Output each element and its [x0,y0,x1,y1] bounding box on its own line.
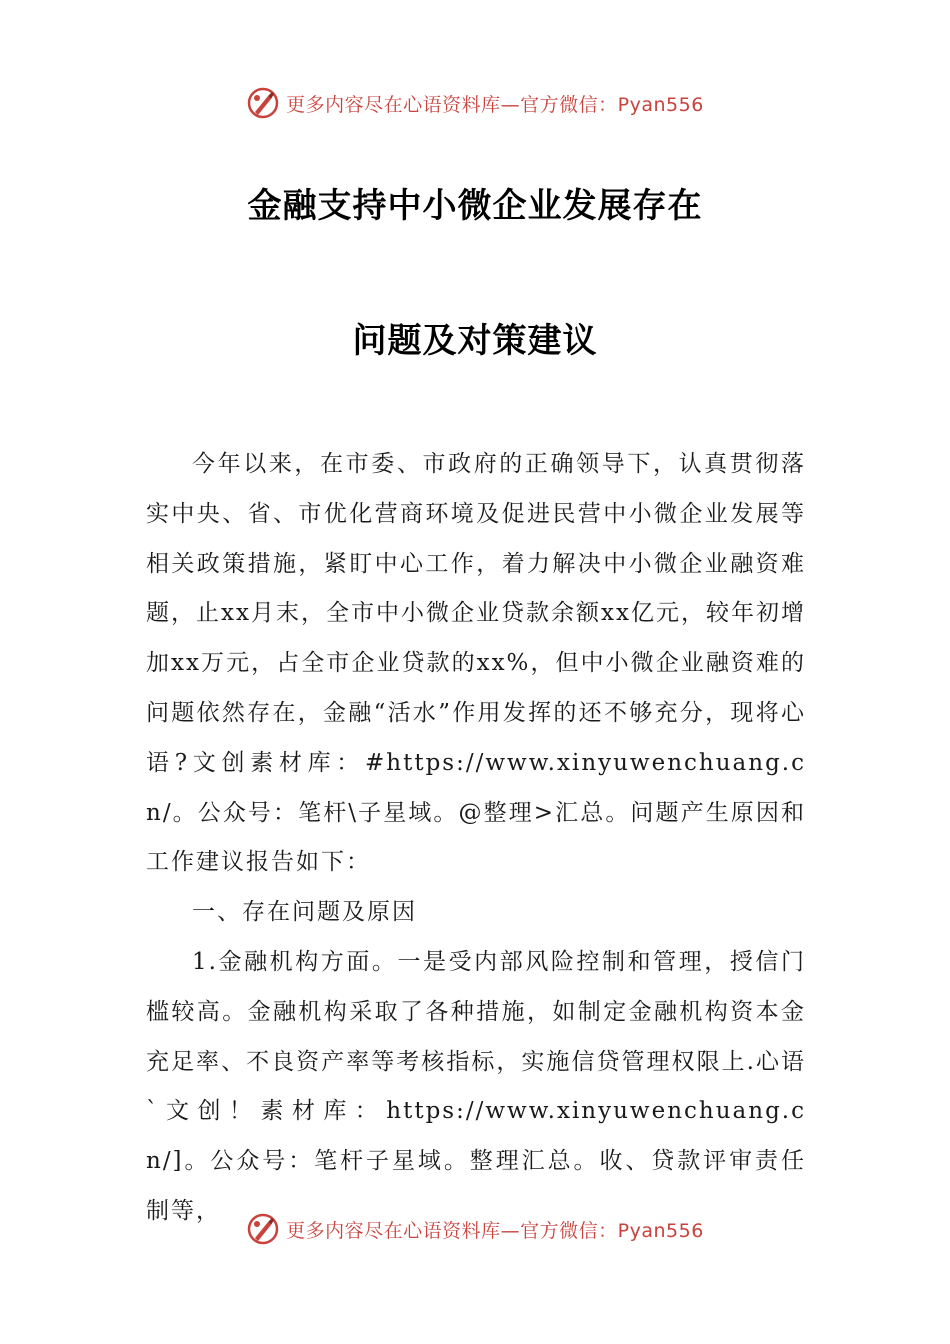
watermark-footer [0,1209,950,1249]
document-body [146,440,806,1237]
document-title-line-2: 问题及对策建议 [352,321,598,361]
paragraph-intro: 今年以来，在市委、市政府的正确领导下，认真贯彻落实中央、省、市优化营商环境及促进民营中小微企业发展等相关政策措施，紧盯中心工作，着力解决中小微企业融资难题，止xx月末，全市中小微企业贷款余额xx亿元，较年初增加xx万元，占全市企业贷款的xx%，但中小微企业融资难的问题依然存在，金融“活水”作用发挥的还不够充分，现将心语?文创素材库：#https://www.xinyuwenchuang.cn/。公众号：笔杆\子星域。@整理>汇总。问题产生原因和工作建议报告如下： [146,451,806,876]
watermark-header [0,83,950,123]
pen-logo-icon [246,86,280,120]
document-title-line-1: 金融支持中小微企业发展存在 [247,186,703,226]
section-heading: 一、存在问题及原因 [192,899,417,926]
pen-logo-icon [246,1212,280,1246]
watermark-text: 更多内容尽在心语资料库—官方微信：Pyan556 [286,1219,704,1242]
watermark-text: 更多内容尽在心语资料库—官方微信：Pyan556 [286,93,704,116]
paragraph-financial-institutions: 1.金融机构方面。一是受内部风险控制和管理，授信门槛较高。金融机构采取了各种措施，如制定金融机构资本金充足率、不良资产率等考核指标，实施信贷管理权限上.心语`文创！素材库：https://www.xinyuwenchuang.cn/]。公众号：笔杆子星域。整理汇总。收、贷款评审责任制等， [146,948,806,1224]
